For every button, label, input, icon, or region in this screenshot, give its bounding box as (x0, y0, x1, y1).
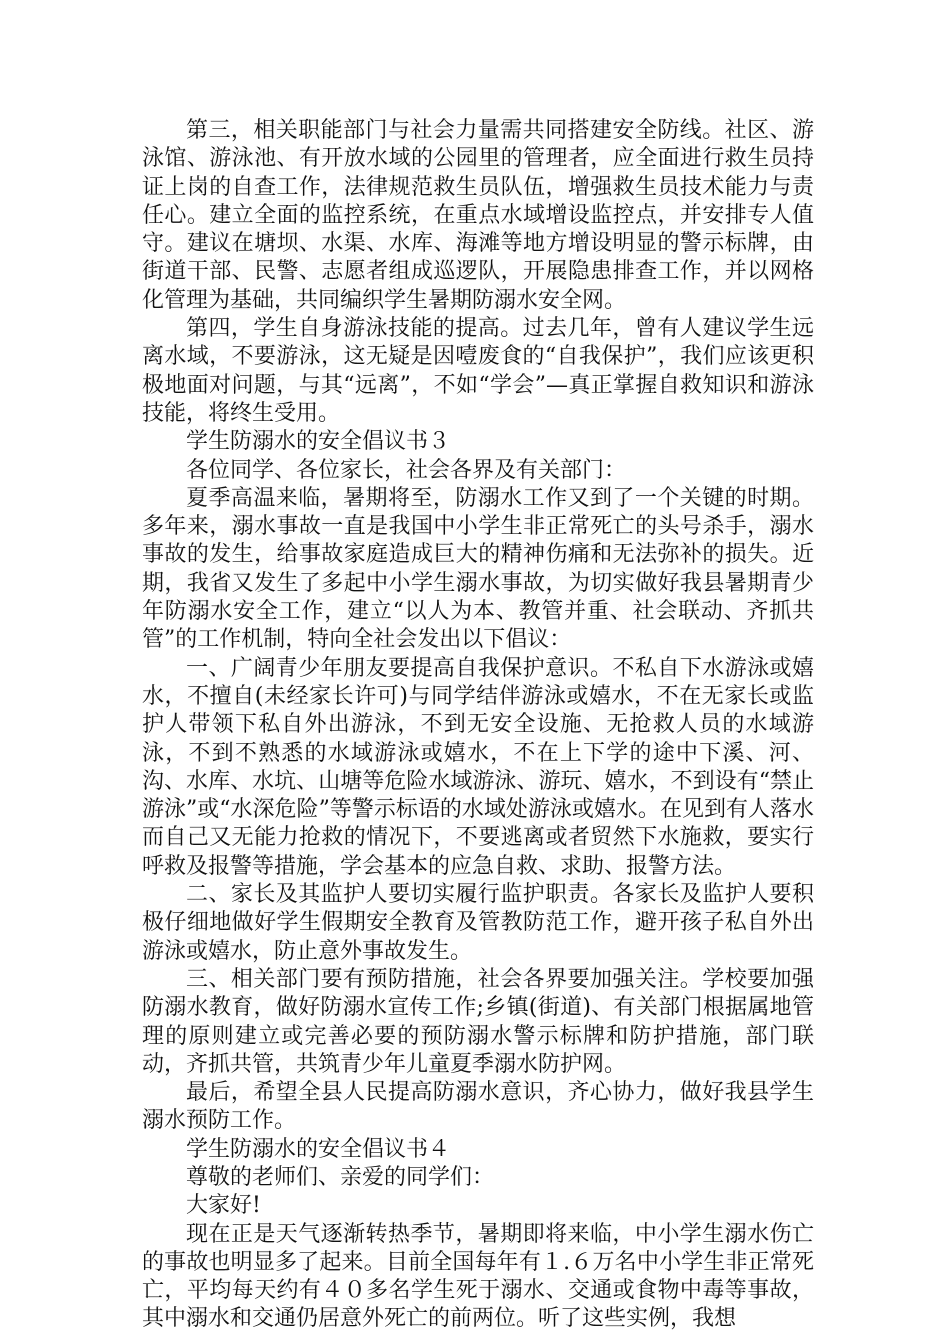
paragraph-fourth-swimming-skills: 第四，学生自身游泳技能的提高。过去几年，曾有人建议学生远离水域，不要游泳，这无疑是因噎废食的“自我保护”，我们应该更积极地面对问题，与其“远离”，不如“学会”—真正掌握自救知识和游泳技能，将终生受用。 (142, 316, 814, 426)
paragraph-item-one: 一、广阔青少年朋友要提高自我保护意识。不私自下水游泳或嬉水，不擅自(未经家长许可)与同学结伴游泳或嬉水，不在无家长或监护人带领下私自外出游泳，不到无安全设施、无抢救人员的水域游泳，不到不熟悉的水域游泳或嬉水，不在上下学的途中下溪、河、沟、水库、水坑、山塘等危险水域游泳、游玩、嬉水，不到设有“禁止游泳”或“水深危险”等警示标语的水域处游泳或嬉水。在见到有人落水而自己又无能力抢救的情况下，不要逃离或者贸然下水施救，要实行呼救及报警等措施，学会基本的应急自救、求助、报警方法。 (142, 655, 814, 879)
greeting: 大家好! (186, 1193, 261, 1219)
paragraph-closing: 最后，希望全县人民提高防溺水意识，齐心协力，做好我县学生溺水预防工作。 (142, 1080, 814, 1134)
paragraph-item-three: 三、相关部门要有预防措施，社会各界要加强关注。学校要加强防溺水教育，做好防溺水宣传工作;乡镇(街道)、有关部门根据属地管理的原则建立或完善必要的预防溺水警示标牌和防护措施，部门联动，齐抓共管，共筑青少年儿童夏季溺水防护网。 (142, 966, 814, 1077)
salutation-proposal-4: 尊敬的老师们、亲爱的同学们： (186, 1164, 495, 1190)
paragraph-statistics: 现在正是天气逐渐转热季节，暑期即将来临，中小学生溺水伤亡的事故也明显多了起来。目前全国每年有１.６万名中小学生非正常死亡，平均每天约有４０多名学生死于溺水、交通或食物中毒等事故，其中溺水和交通仍居意外死亡的前两位。听了这些实例，我想 (142, 1221, 814, 1332)
section-heading-proposal-4: 学生防溺水的安全倡议书４ (186, 1136, 451, 1162)
salutation-proposal-3: 各位同学、各位家长，社会各界及有关部门： (186, 457, 627, 483)
document-page (142, 117, 814, 1334)
section-heading-proposal-3: 学生防溺水的安全倡议书３ (186, 429, 451, 455)
paragraph-summer-intro: 夏季高温来临，暑期将至，防溺水工作又到了一个关键的时期。多年来，溺水事故一直是我国中小学生非正常死亡的头号杀手，溺水事故的发生，给事故家庭造成巨大的精神伤痛和无法弥补的损失。近期，我省又发生了多起中小学生溺水事故，为切实做好我县暑期青少年防溺水安全工作，建立“以人为本、教管并重、社会联动、齐抓共管”的工作机制，特向全社会发出以下倡议： (142, 485, 814, 653)
paragraph-third-safety-line: 第三，相关职能部门与社会力量需共同搭建安全防线。社区、游泳馆、游泳池、有开放水域的公园里的管理者，应全面进行救生员持证上岗的自查工作，法律规范救生员队伍，增强救生员技术能力与责任心。建立全面的监控系统，在重点水域增设监控点，并安排专人值守。建议在塘坝、水渠、水库、海滩等地方增设明显的警示标牌，由街道干部、民警、志愿者组成巡逻队，开展隐患排查工作，并以网格化管理为基础，共同编织学生暑期防溺水安全网。 (142, 118, 814, 313)
paragraph-item-two: 二、家长及其监护人要切实履行监护职责。各家长及监护人要积极仔细地做好学生假期安全教育及管教防范工作，避开孩子私自外出游泳或嬉水，防止意外事故发生。 (142, 882, 814, 964)
